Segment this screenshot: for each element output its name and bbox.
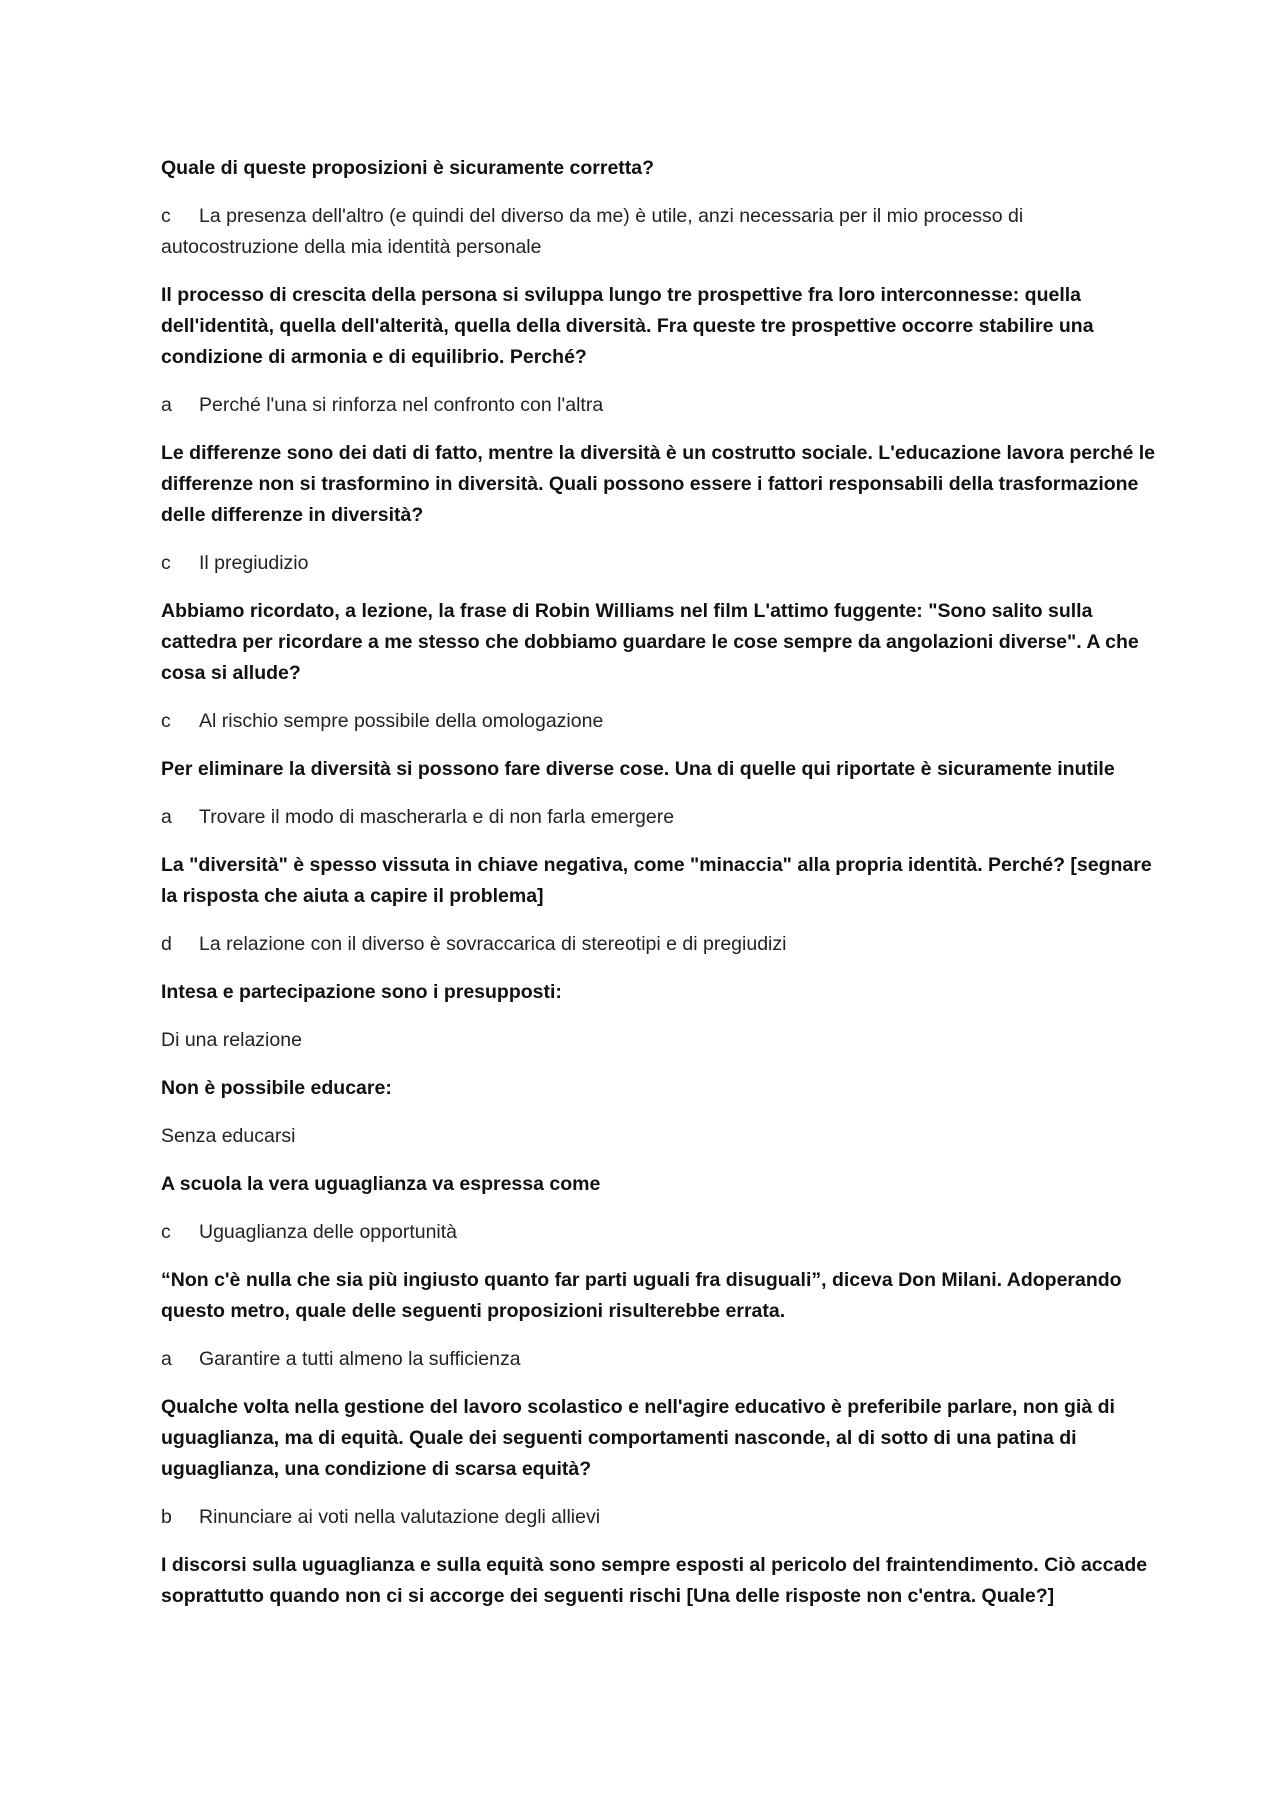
answer-letter: c — [161, 710, 171, 732]
document-page — [161, 153, 1161, 1629]
answer-letter: c — [161, 1221, 171, 1243]
answer-text: Trovare il modo di mascherarla e di non farla emergere — [199, 806, 675, 828]
question-2: Il processo di crescita della persona si sviluppa lungo tre prospettive fra loro interconnesse: quella dell'identità, quella dell'alterità, quella della diversità. Fra queste tre prospettive occorre stabilire una condizione di armonia e di equilibrio. Perché? — [161, 284, 1094, 368]
answer-letter: a — [161, 1348, 172, 1370]
answer-text: Rinunciare ai voti nella valutazione degli allievi — [199, 1506, 601, 1528]
answer-letter: c — [161, 205, 171, 227]
answer-6 — [161, 929, 1161, 960]
question-5: Per eliminare la diversità si possono fare diverse cose. Una di quelle qui riportate è sicuramente inutile — [161, 758, 1115, 780]
answer-text: La presenza dell'altro (e quindi del diverso da me) è utile, anzi necessaria per il mio processo di autocostruzione della mia identità personale — [161, 205, 1024, 258]
answer-9 — [161, 1217, 1161, 1248]
answer-3 — [161, 548, 1161, 579]
question-11: Qualche volta nella gestione del lavoro scolastico e nell'agire educativo è preferibile parlare, non già di uguaglianza, ma di equità. Quale dei seguenti comportamenti nasconde, al di sotto di una patina di uguaglianza, una condizione di scarsa equità? — [161, 1396, 1115, 1480]
answer-4 — [161, 706, 1161, 737]
answer-text: Il pregiudizio — [199, 552, 309, 574]
answer-text: Perché l'una si rinforza nel confronto con l'altra — [199, 394, 604, 416]
answer-11 — [161, 1502, 1161, 1533]
question-12: I discorsi sulla uguaglianza e sulla equità sono sempre esposti al pericolo del fraintendimento. Ciò accade soprattutto quando non ci si accorge dei seguenti rischi [Una delle risposte non c'entra. Quale?] — [161, 1554, 1148, 1607]
answer-2 — [161, 390, 1161, 421]
answer-text: La relazione con il diverso è sovraccarica di stereotipi e di pregiudizi — [199, 933, 787, 955]
question-3: Le differenze sono dei dati di fatto, mentre la diversità è un costrutto sociale. L'educazione lavora perché le differenze non si trasformino in diversità. Quali possono essere i fattori responsabili della trasformazione delle differenze in diversità? — [161, 442, 1155, 526]
answer-letter: a — [161, 806, 172, 828]
answer-letter: a — [161, 394, 172, 416]
answer-letter: b — [161, 1506, 172, 1528]
question-10: “Non c'è nulla che sia più ingiusto quanto far parti uguali fra disuguali”, diceva Don Milani. Adoperando questo metro, quale delle seguenti proposizioni risulterebbe errata. — [161, 1269, 1122, 1322]
answer-1 — [161, 201, 1161, 263]
answer-5 — [161, 802, 1161, 833]
question-4: Abbiamo ricordato, a lezione, la frase di Robin Williams nel film L'attimo fuggente: "Sono salito sulla cattedra per ricordare a me stesso che dobbiamo guardare le cose sempre da angolazioni diverse". A che cosa si allude? — [161, 600, 1139, 684]
answer-letter: d — [161, 933, 172, 955]
answer-10 — [161, 1344, 1161, 1375]
question-7: Intesa e partecipazione sono i presupposti: — [161, 981, 562, 1003]
question-1: Quale di queste proposizioni è sicuramente corretta? — [161, 157, 655, 179]
answer-8: Senza educarsi — [161, 1125, 296, 1147]
answer-text: Uguaglianza delle opportunità — [199, 1221, 458, 1243]
answer-text: Al rischio sempre possibile della omologazione — [199, 710, 604, 732]
answer-letter: c — [161, 552, 171, 574]
question-8: Non è possibile educare: — [161, 1077, 392, 1099]
answer-text: Garantire a tutti almeno la sufficienza — [199, 1348, 521, 1370]
question-9: A scuola la vera uguaglianza va espressa come — [161, 1173, 601, 1195]
question-6: La "diversità" è spesso vissuta in chiave negativa, come "minaccia" alla propria identità. Perché? [segnare la risposta che aiuta a capire il problema] — [161, 854, 1152, 907]
answer-7: Di una relazione — [161, 1029, 302, 1051]
